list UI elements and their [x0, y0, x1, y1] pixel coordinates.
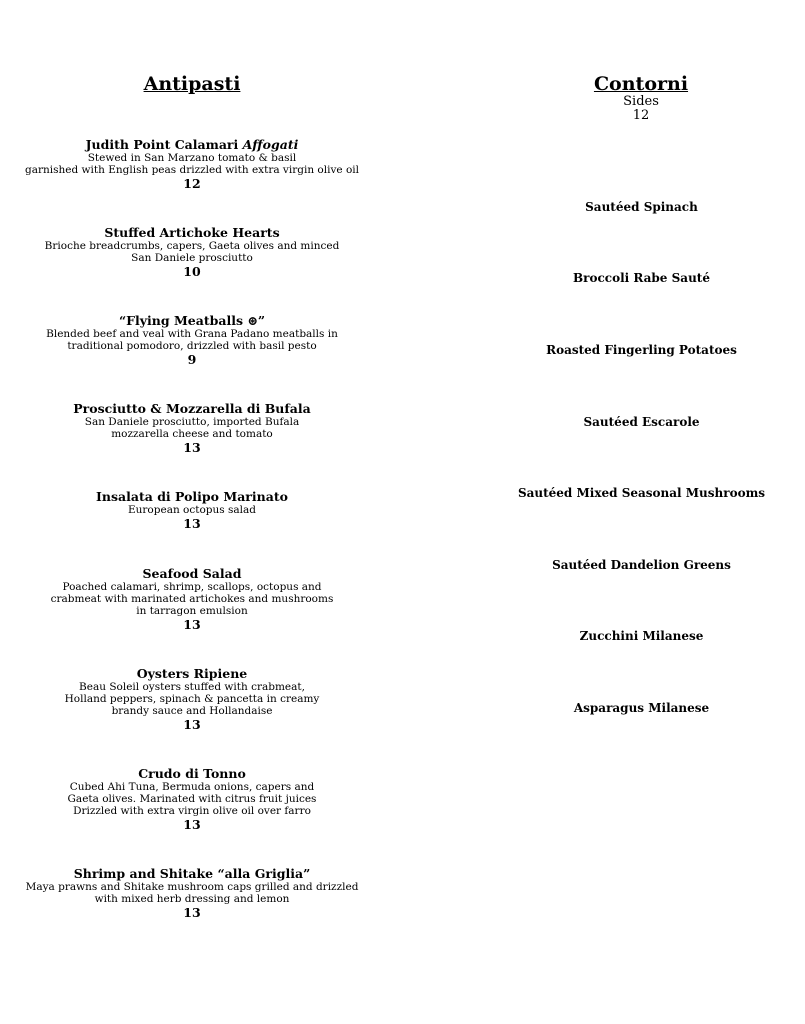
item-description: Poached calamari, shrimp, scallops, octopus and — [62, 581, 322, 593]
side-item: Broccoli Rabe Sauté — [573, 271, 710, 285]
menu-item — [22, 867, 362, 920]
item-description: mozzarella cheese and tomato — [111, 428, 273, 440]
side-item: Sautéed Escarole — [583, 415, 700, 429]
menu-item — [22, 138, 362, 191]
menu-item — [22, 567, 362, 632]
item-description: in tarragon emulsion — [136, 605, 248, 617]
item-description: Drizzled with extra virgin olive oil over farro — [73, 805, 311, 817]
item-description: San Daniele prosciutto — [131, 252, 253, 264]
item-name: Crudo di Tonno — [138, 766, 246, 781]
side-item: Sautéed Mixed Seasonal Mushrooms — [517, 486, 766, 500]
contorni-price: 12 — [632, 108, 650, 123]
side-item: Asparagus Milanese — [573, 701, 710, 715]
item-description: Brioche breadcrumbs, capers, Gaeta olives and minced — [44, 240, 340, 252]
item-description: Beau Soleil oysters stuffed with crabmeat, — [79, 681, 305, 693]
item-name: Oysters Ripiene — [136, 666, 248, 681]
menu-item — [22, 226, 362, 279]
item-price: 13 — [183, 516, 201, 531]
item-price: 10 — [183, 264, 201, 279]
item-description: Cubed Ahi Tuna, Bermuda onions, capers and — [69, 781, 315, 793]
item-description: Gaeta olives. Marinated with citrus fruit juices — [67, 793, 317, 805]
contorni-heading: Contorni — [593, 73, 689, 95]
side-item: Sautéed Dandelion Greens — [552, 558, 731, 572]
item-price: 9 — [187, 352, 197, 367]
item-description: traditional pomodoro, drizzled with basil pesto — [67, 340, 317, 352]
item-price: 13 — [183, 717, 201, 732]
item-price: 13 — [183, 617, 201, 632]
item-name: “Flying Meatballs ⊛” — [118, 313, 266, 328]
item-description: garnished with English peas drizzled with extra virgin olive oil — [25, 164, 359, 176]
item-description: Holland peppers, spinach & pancetta in creamy — [64, 693, 320, 705]
item-name: Seafood Salad — [142, 566, 242, 581]
menu-item — [22, 767, 362, 832]
item-description: Maya prawns and Shitake mushroom caps grilled and drizzled — [25, 881, 359, 893]
menu-item — [22, 490, 362, 531]
item-price: 13 — [183, 440, 201, 455]
item-description: crabmeat with marinated artichokes and mushrooms — [50, 593, 334, 605]
side-item: Sautéed Spinach — [585, 200, 698, 214]
item-name: Prosciutto & Mozzarella di Bufala — [73, 401, 311, 416]
item-description: San Daniele prosciutto, imported Bufala — [84, 416, 300, 428]
item-name: Stuffed Artichoke Hearts — [104, 225, 280, 240]
item-description: Stewed in San Marzano tomato & basil — [87, 152, 297, 164]
item-description: European octopus salad — [127, 504, 256, 516]
item-name: Insalata di Polipo Marinato — [96, 489, 288, 504]
item-price: 12 — [183, 176, 201, 191]
item-description: with mixed herb dressing and lemon — [94, 893, 290, 905]
item-description: brandy sauce and Hollandaise — [111, 705, 273, 717]
side-item: Roasted Fingerling Potatoes — [546, 343, 737, 357]
contorni-subtitle: Sides — [623, 94, 659, 109]
menu-item — [22, 667, 362, 732]
item-description: Blended beef and veal with Grana Padano meatballs in — [46, 328, 338, 340]
item-price: 13 — [183, 817, 201, 832]
item-price: 13 — [183, 905, 201, 920]
item-name: Shrimp and Shitake “alla Griglia” — [73, 866, 311, 881]
item-name: Judith Point Calamari Affogati — [85, 137, 299, 152]
antipasti-heading: Antipasti — [143, 73, 241, 95]
menu-item — [22, 314, 362, 367]
menu-item — [22, 402, 362, 455]
side-item: Zucchini Milanese — [579, 629, 704, 643]
